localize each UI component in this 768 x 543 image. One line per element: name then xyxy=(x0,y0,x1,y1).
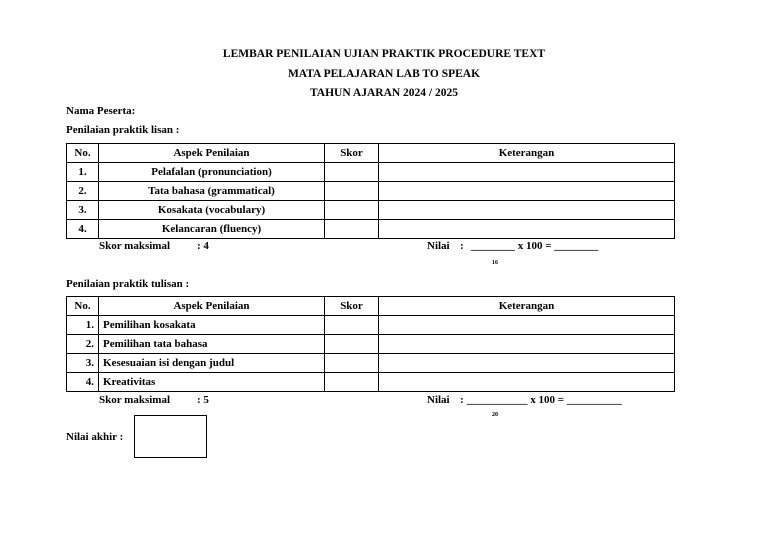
max-score-value: : 4 xyxy=(197,240,209,252)
row-no: 2. xyxy=(67,182,99,201)
row-aspect: Tata bahasa (grammatical) xyxy=(99,182,325,201)
row-aspect: Pelafalan (pronunciation) xyxy=(99,163,325,182)
max-score-value: : 5 xyxy=(197,394,209,406)
grade-formula[interactable]: ________ x 100 = ________ xyxy=(471,240,599,252)
max-score-label: Skor maksimal xyxy=(99,240,171,252)
max-score-label: Skor maksimal xyxy=(99,394,171,406)
table-row xyxy=(67,220,675,239)
column-header-keterangan: Keterangan xyxy=(379,297,675,316)
row-aspect: Pemilihan kosakata xyxy=(99,316,325,335)
row-aspect: Kelancaran (fluency) xyxy=(99,220,325,239)
doc-title: LEMBAR PENILAIAN UJIAN PRAKTIK PROCEDURE TEXT xyxy=(222,48,546,60)
final-grade-label: Nilai akhir : xyxy=(66,431,124,443)
note-cell[interactable] xyxy=(379,316,675,335)
table-row xyxy=(67,373,675,392)
grade-label: Nilai xyxy=(427,394,450,406)
oral-assessment-table xyxy=(66,143,675,239)
row-aspect: Kesesuaian isi dengan judul xyxy=(99,354,325,373)
grade-denominator: 16 xyxy=(492,260,498,266)
column-header-skor: Skor xyxy=(325,144,379,163)
table-header-row xyxy=(67,297,675,316)
table-row xyxy=(67,201,675,220)
column-header-skor: Skor xyxy=(325,297,379,316)
note-cell[interactable] xyxy=(379,201,675,220)
row-aspect: Kreativitas xyxy=(99,373,325,392)
note-cell[interactable] xyxy=(379,220,675,239)
grade-colon: : xyxy=(460,394,464,406)
grade-colon: : xyxy=(460,240,464,252)
column-header-no: No. xyxy=(67,297,99,316)
row-no: 3. xyxy=(67,354,99,373)
score-cell[interactable] xyxy=(325,182,379,201)
note-cell[interactable] xyxy=(379,163,675,182)
score-cell[interactable] xyxy=(325,316,379,335)
column-header-keterangan: Keterangan xyxy=(379,144,675,163)
score-cell[interactable] xyxy=(325,373,379,392)
score-cell[interactable] xyxy=(325,354,379,373)
score-cell[interactable] xyxy=(325,220,379,239)
row-no: 2. xyxy=(67,335,99,354)
oral-section-heading: Penilaian praktik lisan : xyxy=(66,124,180,136)
participant-name-label: Nama Peserta: xyxy=(66,105,136,117)
score-cell[interactable] xyxy=(325,201,379,220)
row-aspect: Pemilihan tata bahasa xyxy=(99,335,325,354)
table-row xyxy=(67,335,675,354)
column-header-aspek: Aspek Penilaian xyxy=(99,297,325,316)
table-row xyxy=(67,354,675,373)
row-no: 4. xyxy=(67,373,99,392)
grade-label: Nilai xyxy=(427,240,450,252)
row-aspect: Kosakata (vocabulary) xyxy=(99,201,325,220)
score-cell[interactable] xyxy=(325,335,379,354)
table-header-row xyxy=(67,144,675,163)
final-grade-box[interactable] xyxy=(134,415,207,458)
grade-formula[interactable]: ___________ x 100 = __________ xyxy=(467,394,622,406)
note-cell[interactable] xyxy=(379,182,675,201)
written-section-heading: Penilaian praktik tulisan : xyxy=(66,278,190,290)
doc-year: TAHUN AJARAN 2024 / 2025 xyxy=(309,87,458,99)
doc-subject: MATA PELAJARAN LAB TO SPEAK xyxy=(287,68,481,80)
row-no: 1. xyxy=(67,316,99,335)
column-header-aspek: Aspek Penilaian xyxy=(99,144,325,163)
row-no: 3. xyxy=(67,201,99,220)
row-no: 1. xyxy=(67,163,99,182)
note-cell[interactable] xyxy=(379,373,675,392)
table-row xyxy=(67,182,675,201)
note-cell[interactable] xyxy=(379,354,675,373)
column-header-no: No. xyxy=(67,144,99,163)
grade-denominator: 20 xyxy=(492,412,498,418)
written-assessment-table xyxy=(66,296,675,392)
table-row xyxy=(67,316,675,335)
row-no: 4. xyxy=(67,220,99,239)
score-cell[interactable] xyxy=(325,163,379,182)
table-row xyxy=(67,163,675,182)
note-cell[interactable] xyxy=(379,335,675,354)
